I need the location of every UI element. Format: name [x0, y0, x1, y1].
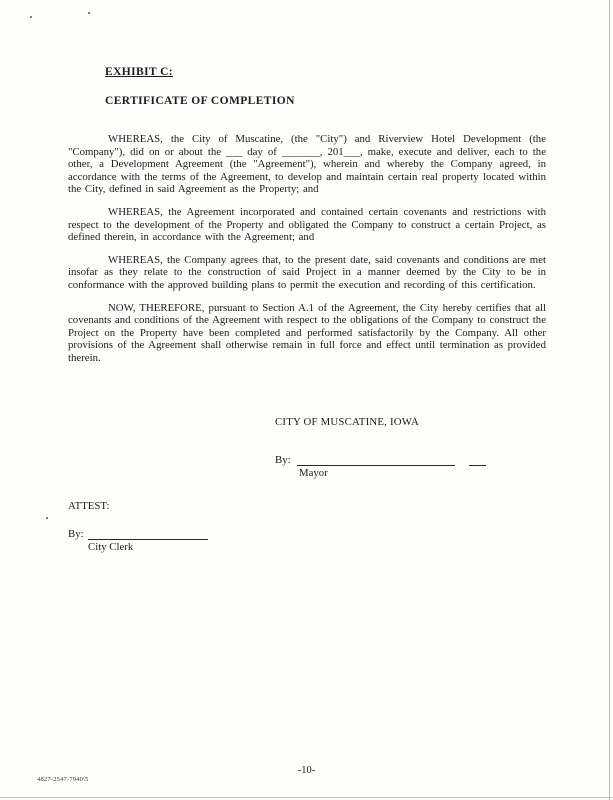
paragraph-now-therefore: NOW, THEREFORE, pursuant to Section A.1 of the Agreement, the City hereby certifies that all covenants and conditions of the Agreement with respect to the obligations of the Company to construct the Project on the Property have been completed and performed satisfactorily by the Company. All other provisions of the Agreement shall otherwise remain in full force and effect until termination as provided therein.	[68, 301, 546, 364]
attest-by-label: By:	[68, 528, 84, 540]
document-control-number: 4827-2547-7940\5	[37, 776, 89, 783]
attest-block	[68, 500, 208, 553]
city-clerk-signature-line	[88, 528, 208, 540]
scan-edge-bottom	[0, 797, 613, 798]
scan-edge-right	[609, 0, 610, 800]
signature-entity-name: CITY OF MUSCATINE, IOWA	[275, 416, 419, 428]
exhibit-heading: EXHIBIT C:	[105, 66, 174, 78]
paragraph-whereas-3: WHEREAS, the Company agrees that, to the present date, said covenants and conditions are met insofar as they relate to the construction of said Project in a manner deemed by the City to be in conformance with the approved building plans to permit the execution and recording of this certification.	[68, 253, 546, 291]
city-signature-block	[275, 416, 486, 479]
paragraph-whereas-2: WHEREAS, the Agreement incorporated and contained certain covenants and restrictions with respect to the development of the Property and obligated the Company to construct a certain Project, as defined therein, in accordance with the Agreement; and	[68, 205, 546, 244]
signature-date-line	[469, 454, 486, 466]
signature-by-row	[275, 454, 486, 466]
attest-title-city-clerk: City Clerk	[88, 541, 134, 553]
paragraph-whereas-1: WHEREAS, the City of Muscatine, (the "City") and Riverview Hotel Development (the "Company"), did on or about the ___ day of _______, 201___, make, execute and deliver, each to the other, a Development Agreement (the "Agreement"), wherein and whereby the Company agreed, in accordance with the terms of the Agreement, to develop and maintain certain real property located within the City, defined in said Agreement as the Property; and	[68, 133, 546, 196]
page-number: -10-	[297, 765, 316, 776]
mayor-signature-line	[297, 454, 455, 466]
attest-label: ATTEST:	[68, 500, 110, 512]
scan-speck	[46, 517, 48, 519]
body-text	[68, 133, 546, 365]
signature-title-mayor: Mayor	[299, 467, 328, 479]
attest-by-row	[68, 528, 208, 540]
signature-by-label: By:	[275, 454, 291, 466]
certificate-title: CERTIFICATE OF COMPLETION	[105, 95, 295, 107]
scan-speck	[30, 16, 32, 18]
document-content	[68, 66, 546, 375]
scan-speck	[88, 12, 90, 14]
